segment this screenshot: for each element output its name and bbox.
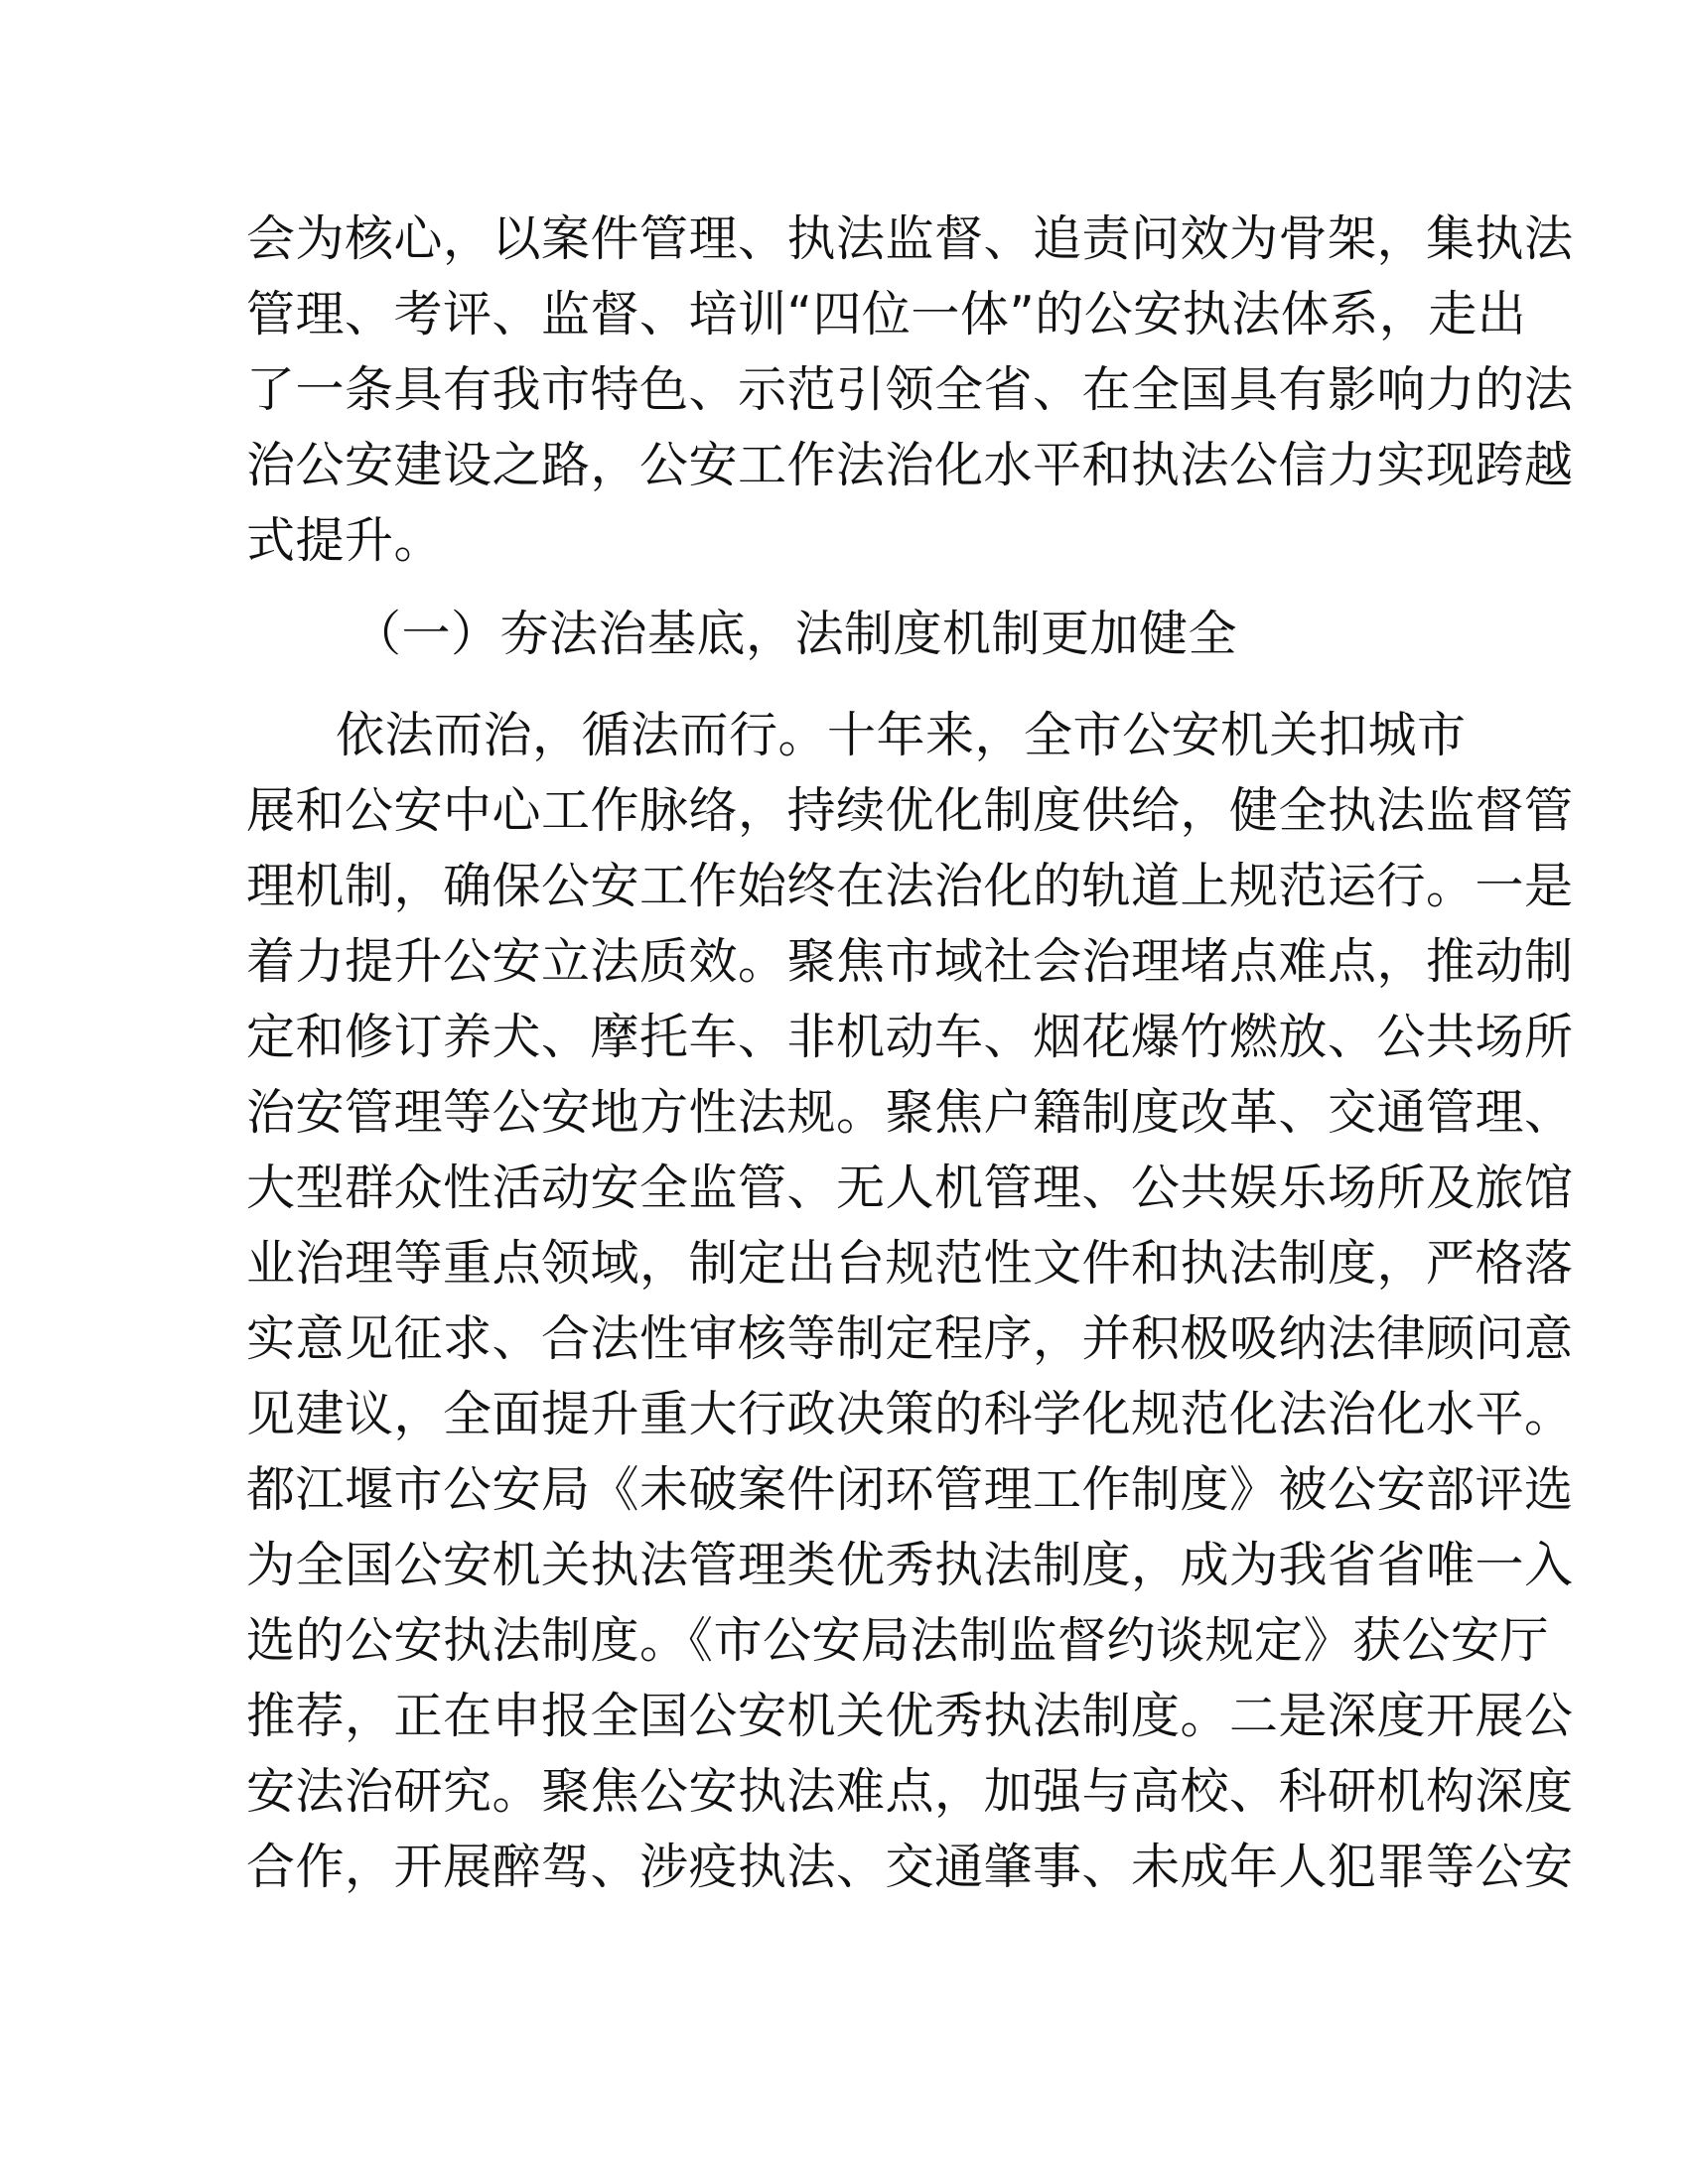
text-line: 理机制，确保公安工作始终在法治化的轨道上规范运行。一是	[246, 858, 1574, 914]
text-line: 式提升。	[246, 512, 444, 569]
text-line: 着力提升公安立法质效。聚焦市域社会治理堵点难点，推动制	[246, 933, 1574, 990]
text-line: 治公安建设之路，公安工作法治化水平和执法公信力实现跨越	[246, 437, 1574, 493]
text-line: 管理、考评、监督、培训“四位一体”的公安执法体系，走出	[246, 286, 1527, 342]
text-line: 合作，开展醉驾、涉疫执法、交通肇事、未成年人犯罪等公安	[246, 1839, 1574, 1895]
text-line: 了一条具有我市特色、示范引领全省、在全国具有影响力的法	[246, 361, 1574, 418]
text-line: 定和修订养犬、摩托车、非机动车、烟花爆竹燃放、公共场所	[246, 1009, 1574, 1065]
text-line: 选的公安执法制度。《市公安局法制监督约谈规定》获公安厅	[246, 1612, 1550, 1669]
text-line: 治安管理等公安地方性法规。聚焦户籍制度改革、交通管理、	[246, 1084, 1574, 1141]
text-line: 为全国公安机关执法管理类优秀执法制度，成为我省省唯一入	[246, 1537, 1574, 1593]
text-line: 安法治研究。聚焦公安执法难点，加强与高校、科研机构深度	[246, 1763, 1574, 1820]
text-line: 推荐，正在申报全国公安机关优秀执法制度。二是深度开展公	[246, 1688, 1574, 1744]
text-line: 大型群众性活动安全监管、无人机管理、公共娱乐场所及旅馆	[246, 1160, 1574, 1216]
text-line: 展和公安中心工作脉络，持续优化制度供给，健全执法监督管	[246, 782, 1574, 839]
text-line: 都江堰市公安局《未破案件闭环管理工作制度》被公安部评选	[246, 1461, 1574, 1518]
text-line: 会为核心，以案件管理、执法监督、追责问效为骨架，集执法	[246, 210, 1574, 267]
text-line: 实意见征求、合法性审核等制定程序，并积极吸纳法律顾问意	[246, 1310, 1574, 1367]
text-line: 见建议，全面提升重大行政决策的科学化规范化法治化水平。	[246, 1386, 1574, 1442]
text-line: 业治理等重点领域，制定出台规范性文件和执法制度，严格落	[246, 1235, 1574, 1292]
paragraph-first-line: 依法而治，循法而行。十年来，全市公安机关扣城市	[336, 707, 1467, 763]
section-heading: （一）夯法治基底，法制度机制更加健全	[352, 606, 1238, 662]
